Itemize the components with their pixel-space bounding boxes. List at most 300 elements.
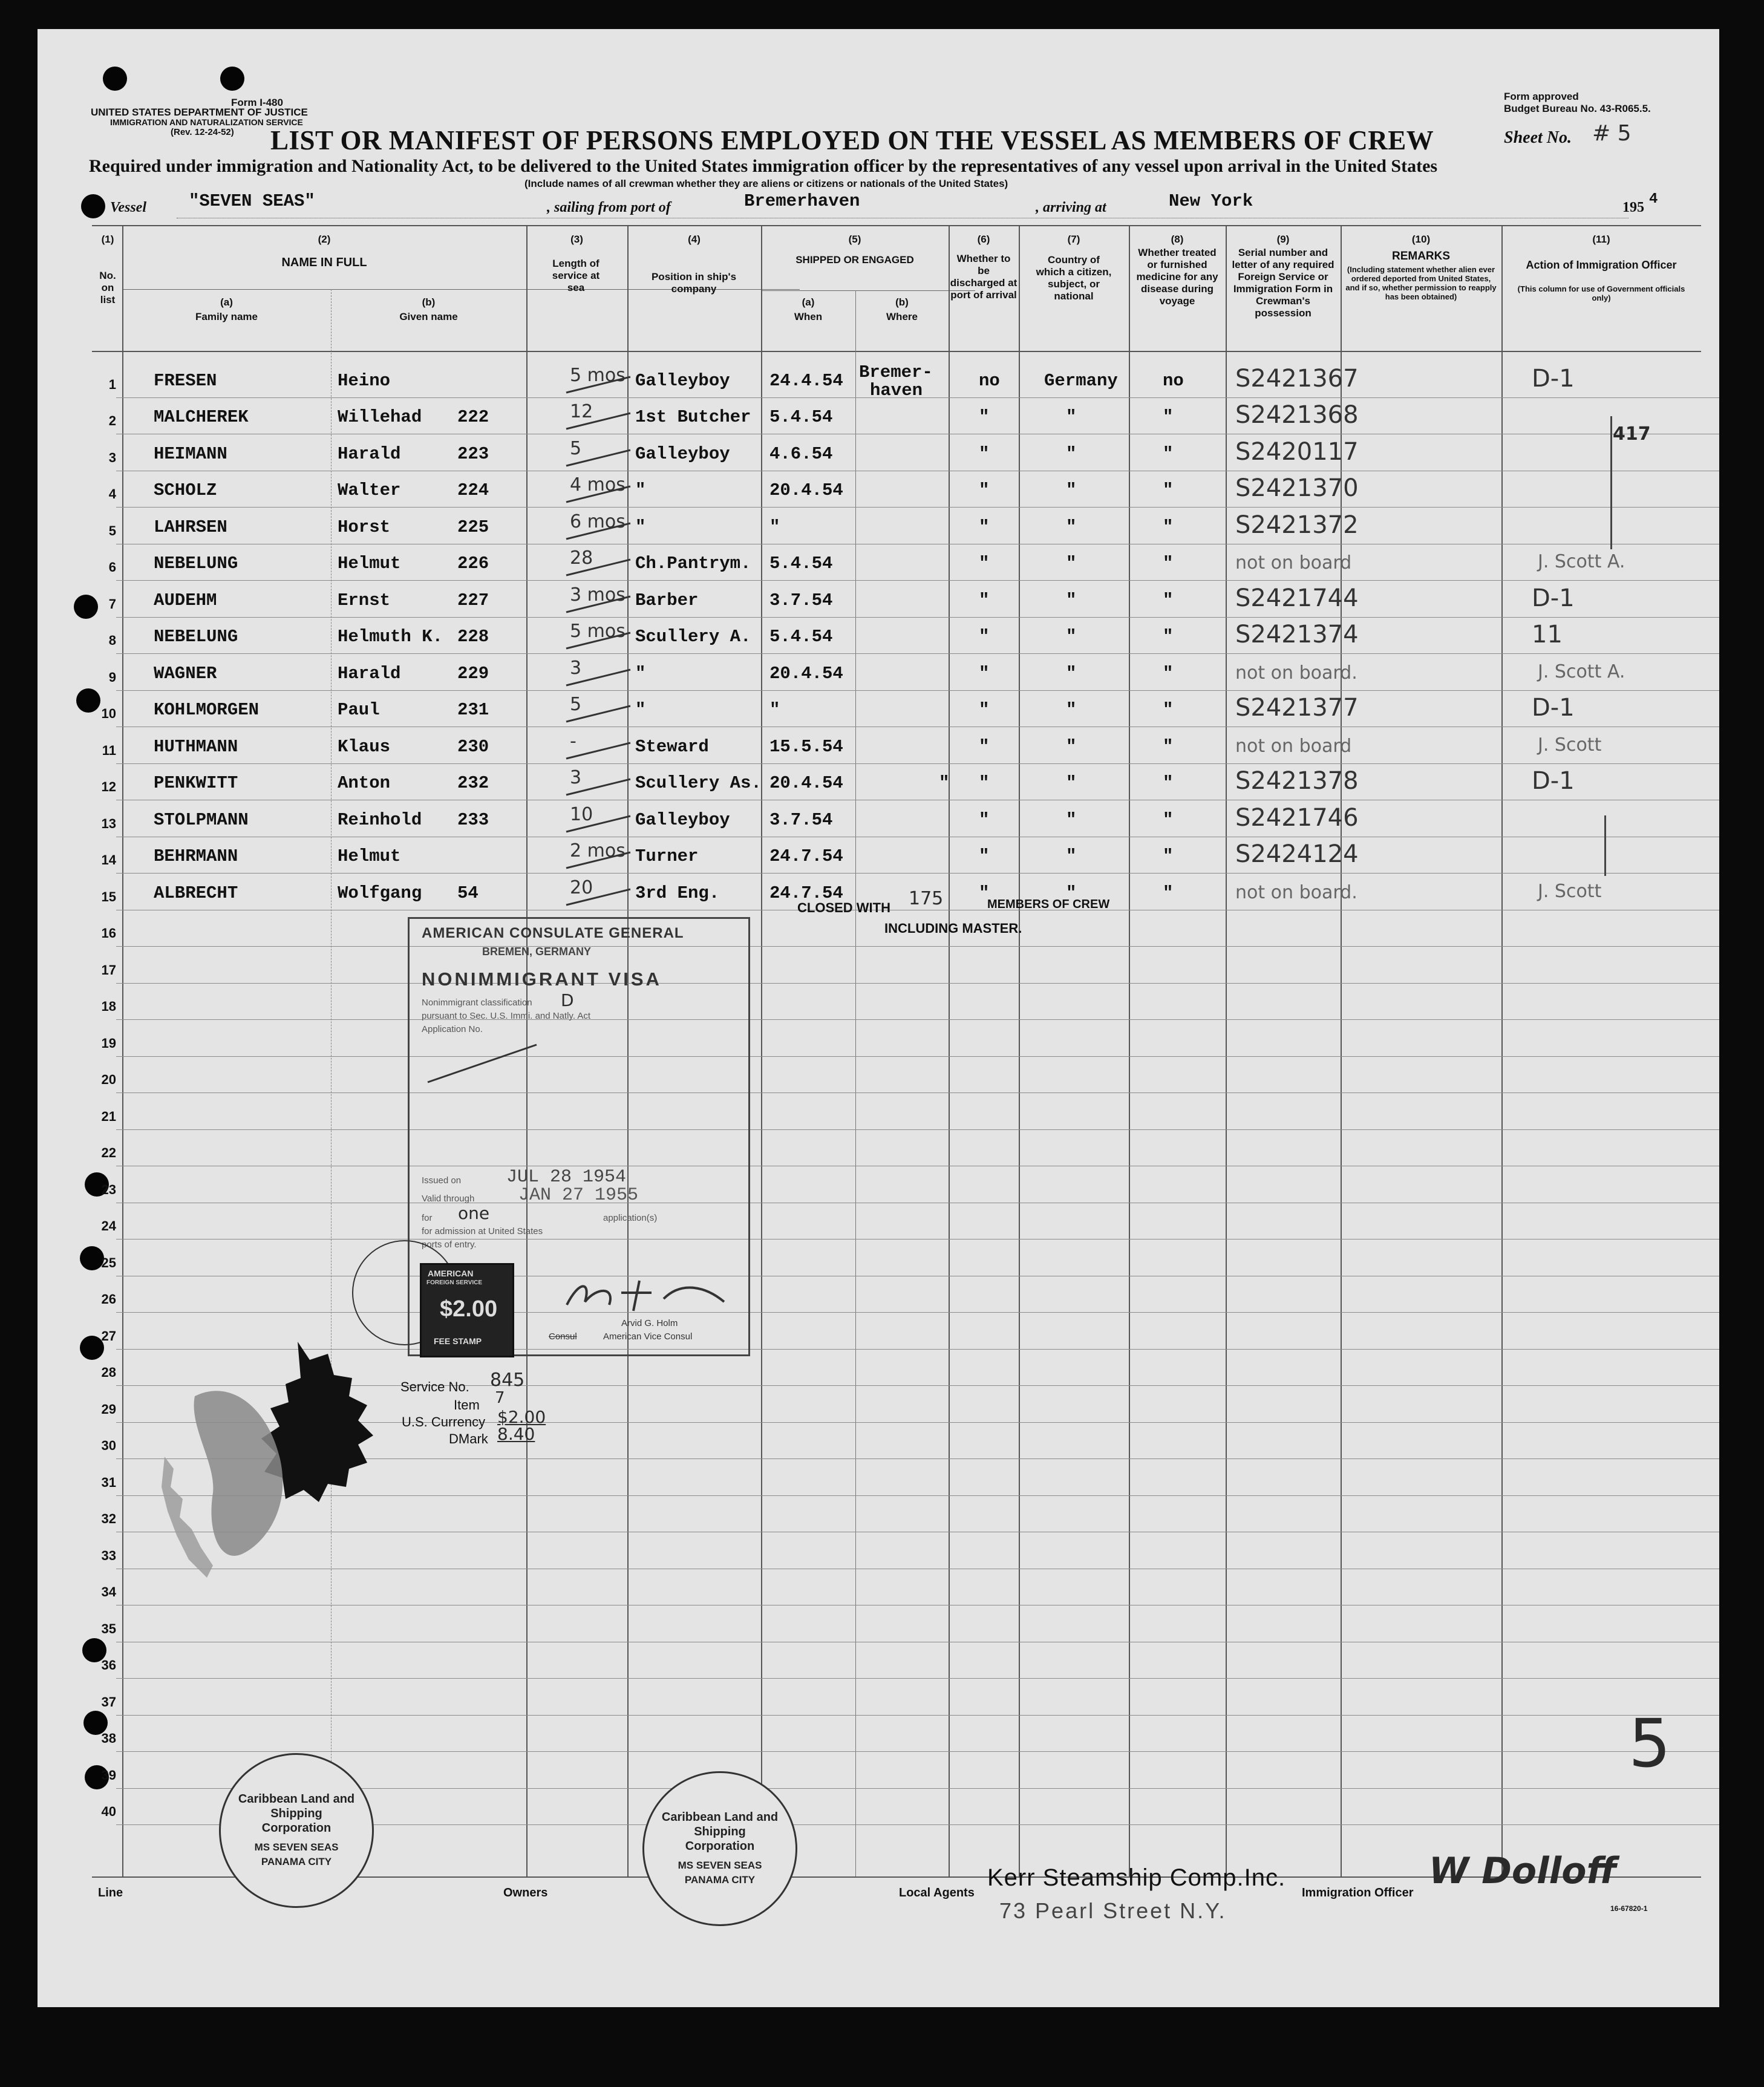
family-name: WAGNER [154, 663, 217, 684]
row-number: 10 [101, 706, 116, 721]
serial-number: S2421372 [1235, 511, 1359, 539]
visa-issued-date: JUL 28 1954 [506, 1167, 627, 1187]
visa-pursuant: pursuant to Sec. U.S. Immi. and Natly. Act [422, 1011, 591, 1021]
family-name: BEHRMANN [154, 846, 238, 866]
col5a-number: (a) [802, 296, 815, 308]
visa-title: NONIMMIGRANT VISA [422, 968, 662, 990]
row-number: 21 [101, 1108, 116, 1124]
row-line [116, 763, 1719, 764]
footer-line-label: Line [98, 1886, 123, 1899]
visa-valid-label: Valid through [422, 1194, 475, 1204]
row-line [116, 873, 1719, 874]
shipped-where: " [939, 773, 950, 793]
shipped-when: " [769, 517, 780, 537]
discharged: " [979, 480, 990, 500]
row-line [116, 983, 1719, 984]
form-approved: Form approved [1504, 91, 1579, 102]
year-suffix: 4 [1649, 191, 1658, 207]
punch-hole [103, 67, 127, 91]
revenue-stamp [420, 1263, 514, 1357]
service-length: 12 [570, 401, 593, 422]
given-name: Harald [338, 443, 401, 464]
revenue-stamp-service: FOREIGN SERVICE [426, 1279, 483, 1286]
row-number: 34 [101, 1584, 116, 1599]
punch-hole [220, 67, 244, 91]
visa-signature [561, 1275, 730, 1317]
vessel-label: Vessel [110, 200, 146, 215]
given-name: Heino [338, 370, 391, 391]
col-divider [855, 290, 856, 1876]
row-line [116, 1678, 1719, 1679]
col2a-number: (a) [220, 296, 233, 308]
service-strike [564, 702, 636, 727]
list-number: 229 [457, 663, 489, 684]
country: " [1066, 883, 1077, 903]
serial-number: S2424124 [1235, 840, 1359, 868]
discharged: " [979, 554, 990, 573]
row-line [116, 580, 1719, 581]
given-name: Paul [338, 700, 380, 720]
col6-label: Whether to be discharged at port of arrival [950, 253, 1018, 301]
given-name: Harald [338, 663, 401, 684]
row-number: 25 [101, 1255, 116, 1270]
corporation-stamp-ship: MS SEVEN SEAS PANAMA CITY [678, 1860, 762, 1886]
list-number: 222 [457, 407, 489, 427]
country: " [1066, 480, 1077, 500]
visa-consul-struck: Consul [549, 1331, 577, 1342]
service-length: 6 mos [570, 511, 626, 532]
list-number: 232 [457, 773, 489, 793]
col-divider [1019, 225, 1020, 1876]
col10-number: (10) [1411, 234, 1431, 245]
country: " [1066, 663, 1077, 684]
shipped-when: 20.4.54 [769, 773, 843, 793]
service-strike [564, 886, 636, 910]
immigration-action: J. Scott [1538, 880, 1602, 902]
embossed-seals [146, 1324, 407, 1590]
col-divider [1341, 225, 1342, 1876]
given-name: Willehad [338, 407, 422, 427]
shipped-when: 20.4.54 [769, 480, 843, 500]
service-strike [564, 776, 636, 800]
year-prefix: 195 [1622, 200, 1644, 215]
fee-usd: $2.00 [497, 1407, 546, 1427]
col4-number: (4) [688, 234, 701, 245]
row-line [116, 1019, 1719, 1020]
margin-note: 417 [1613, 423, 1651, 445]
manifest-subtitle: Required under immigration and Nationality Act, to be delivered to the United States immigration officer by the representatives of any vessel upon arrival in the United States [89, 156, 1438, 176]
serial-number: not on board. [1235, 662, 1357, 684]
fee-item: 7 [495, 1389, 505, 1407]
visa-slash [422, 1040, 543, 1088]
col5a-label: When [794, 311, 823, 322]
col-divider [949, 225, 950, 1876]
discharged: " [979, 773, 990, 793]
row-number: 6 [108, 560, 116, 575]
serial-number: S2421374 [1235, 621, 1359, 648]
immigration-action: J. Scott A. [1538, 661, 1625, 682]
row-line [116, 1056, 1719, 1057]
row-number: 13 [101, 815, 116, 831]
budget-bureau: Budget Bureau No. 43-R065.5. [1504, 103, 1651, 114]
shipped-when: 5.4.54 [769, 627, 833, 647]
service-length: 5 mos [570, 621, 626, 642]
discharged: " [979, 407, 990, 427]
shipped-when: 4.6.54 [769, 443, 833, 464]
fee-dmark: 8.40 [497, 1424, 535, 1444]
sheet-label: Sheet No. [1504, 128, 1572, 147]
row-number: 12 [101, 779, 116, 794]
col-divider [331, 289, 332, 1876]
col2-label: NAME IN FULL [281, 256, 367, 269]
shipped-when: 24.7.54 [769, 846, 843, 866]
serial-number: S2420117 [1235, 437, 1359, 466]
row-number: 28 [101, 1365, 116, 1380]
shipped-where: Bremer- [859, 362, 933, 382]
row-number: 37 [101, 1694, 116, 1710]
revenue-stamp-value: $2.00 [440, 1296, 498, 1322]
discharged: " [979, 736, 990, 757]
fee-usd-label: U.S. Currency [402, 1414, 486, 1429]
fee-dmark-label: DMark [449, 1431, 488, 1446]
visa-signer: Arvid G. Holm [621, 1318, 678, 1328]
immigration-action: D-1 [1532, 694, 1575, 722]
position: Scullery As. [635, 773, 762, 793]
service-strike [564, 373, 636, 397]
position: Barber [635, 590, 699, 610]
visa-classification: D [561, 990, 574, 1010]
col4-label: Position in ship's company [651, 271, 737, 295]
treated: " [1163, 480, 1174, 500]
shipped-when: " [769, 700, 780, 720]
given-name: Helmut [338, 554, 401, 573]
row-number: 29 [101, 1401, 116, 1417]
family-name: STOLPMANN [154, 809, 249, 830]
treated: no [1163, 370, 1184, 391]
discharged: " [979, 443, 990, 464]
immigration-action: 11 [1532, 621, 1563, 648]
service-length: 2 mos [570, 840, 626, 861]
col9-number: (9) [1276, 234, 1290, 245]
row-number: 7 [108, 596, 116, 612]
country: " [1066, 443, 1077, 464]
country: " [1066, 773, 1077, 793]
visa-for-value: one [458, 1203, 490, 1223]
treated: " [1163, 407, 1174, 427]
treated: " [1163, 773, 1174, 793]
col10-note: (Including statement whether alien ever ordered deported from United States, and if so, whether permission to reapply has been obtained) [1345, 265, 1497, 301]
col2b-label: Given name [399, 311, 458, 322]
corporation-stamp-text: Caribbean Land and Shipping Corporation [238, 1792, 355, 1835]
treated: " [1163, 443, 1174, 464]
treated: " [1163, 700, 1174, 720]
row-number: 35 [101, 1621, 116, 1636]
row-number: 40 [101, 1804, 116, 1819]
shipped-when: 24.4.54 [769, 370, 843, 391]
shipped-when: 15.5.54 [769, 736, 843, 757]
row-number: 22 [101, 1145, 116, 1160]
row-number: 19 [101, 1035, 116, 1051]
row-number: 1 [108, 376, 116, 392]
row-number: 27 [101, 1328, 116, 1344]
department: UNITED STATES DEPARTMENT OF JUSTICE [91, 106, 308, 118]
col5b-label: Where [886, 311, 918, 322]
row-number: 33 [101, 1547, 116, 1563]
immigration-action: D-1 [1532, 584, 1575, 612]
given-name: Horst [338, 517, 391, 537]
row-number: 18 [101, 999, 116, 1014]
given-name: Reinhold [338, 809, 422, 830]
visa-signer-title: American Vice Consul [603, 1331, 693, 1342]
visa-city: BREMEN, GERMANY [482, 946, 592, 958]
arrival-port: New York [1169, 191, 1253, 211]
service-strike [564, 593, 636, 617]
service-strike [564, 739, 636, 763]
position: Turner [635, 846, 699, 866]
treated: " [1163, 883, 1174, 903]
col-divider [1226, 225, 1227, 1876]
manifest-page [38, 29, 1719, 2007]
row-number: 11 [102, 742, 116, 758]
row-number: 9 [108, 669, 116, 685]
discharged: " [979, 809, 990, 830]
revision: (Rev. 12-24-52) [171, 127, 234, 137]
serial-number: not on board [1235, 735, 1352, 757]
action-bracket-line [1604, 815, 1606, 876]
shipped-when: 3.7.54 [769, 590, 833, 610]
col-divider [1501, 225, 1503, 1876]
treated: " [1163, 627, 1174, 647]
row-number: 24 [101, 1218, 116, 1233]
serial-number: not on board [1235, 552, 1352, 573]
manifest-title: LIST OR MANIFEST OF PERSONS EMPLOYED ON THE VESSEL AS MEMBERS OF CREW [270, 125, 1434, 155]
discharged: " [979, 663, 990, 684]
corporation-stamp-left [219, 1753, 374, 1908]
revenue-stamp-bottom: FEE STAMP [434, 1336, 482, 1346]
row-line [116, 690, 1719, 691]
visa-applications: application(s) [603, 1213, 658, 1223]
service-strike [564, 629, 636, 653]
members-label: MEMBERS OF CREW [987, 898, 1110, 911]
family-name: SCHOLZ [154, 480, 217, 500]
country: " [1066, 554, 1077, 573]
row-number: 32 [101, 1511, 116, 1526]
visa-consulate: AMERICAN CONSULATE GENERAL [422, 925, 684, 941]
serial-number: S2421368 [1235, 401, 1359, 429]
family-name: ALBRECHT [154, 883, 238, 903]
punch-hole [81, 194, 105, 218]
immigration-action: D-1 [1532, 364, 1575, 393]
family-name: NEBELUNG [154, 554, 238, 573]
position: Galleyboy [635, 809, 730, 830]
list-number: 226 [457, 554, 489, 573]
position: Scullery A. [635, 627, 751, 647]
col11-number: (11) [1592, 234, 1610, 245]
service-length: - [570, 730, 577, 752]
departure-port: Bremerhaven [744, 191, 860, 211]
row-number: 5 [108, 523, 116, 538]
service-strike [564, 812, 636, 837]
service-strike [564, 556, 636, 580]
given-name: Ernst [338, 590, 391, 610]
country: " [1066, 809, 1077, 830]
position: " [635, 700, 646, 720]
position: " [635, 663, 646, 684]
family-name: PENKWITT [154, 773, 238, 793]
fee-item-label: Item [454, 1397, 480, 1413]
list-number: 231 [457, 700, 489, 720]
table-top-border [92, 225, 1701, 226]
treated: " [1163, 554, 1174, 573]
agent-address: 73 Pearl Street N.Y. [999, 1898, 1227, 1923]
visa-issued-label: Issued on [422, 1175, 462, 1186]
col10-label: REMARKS [1391, 250, 1451, 263]
given-name: Klaus [338, 736, 391, 757]
col2b-number: (b) [422, 296, 436, 308]
shipped-when: 20.4.54 [769, 663, 843, 684]
given-name: Helmuth K. [338, 627, 443, 647]
col8-number: (8) [1171, 234, 1184, 245]
col9-label: Serial number and letter of any required Foreign Service or Immigration Form in Crewman's possession [1232, 247, 1334, 319]
row-number: 26 [101, 1292, 116, 1307]
service-length: 5 [570, 437, 582, 459]
footer-owners-label: Owners [503, 1886, 548, 1899]
col11-label: Action of Immigration Officer [1526, 259, 1677, 271]
col7-number: (7) [1067, 234, 1080, 245]
col3-label: Length of service at sea [552, 258, 600, 293]
treated: " [1163, 590, 1174, 610]
row-number: 2 [108, 413, 116, 428]
given-name: Helmut [338, 846, 401, 866]
print-code: 16-67820-1 [1610, 1904, 1648, 1913]
given-name: Wolfgang [338, 883, 422, 903]
row-number: 30 [101, 1438, 116, 1453]
header-bottom-border [92, 351, 1701, 352]
list-number: 54 [457, 883, 479, 903]
treated: " [1163, 517, 1174, 537]
revenue-stamp-top: AMERICAN [428, 1269, 474, 1278]
crew-count: 175 [909, 888, 944, 909]
serial-number: S2421378 [1235, 767, 1359, 795]
corporation-stamp-text: Caribbean Land and Shipping Corporation [661, 1811, 779, 1853]
service-length: 10 [570, 803, 593, 825]
visa-admission: for admission at United States [422, 1226, 543, 1236]
corporation-stamp-ship: MS SEVEN SEAS PANAMA CITY [254, 1841, 339, 1867]
discharged: " [979, 590, 990, 610]
service-length: 4 mos [570, 474, 626, 495]
treated: " [1163, 846, 1174, 866]
row-number: 3 [108, 449, 116, 465]
serial-number: not on board. [1235, 881, 1357, 903]
row-number: 15 [101, 889, 116, 904]
row-line [116, 653, 1719, 654]
visa-ports: ports of entry. [422, 1239, 477, 1250]
service-length: 28 [570, 547, 593, 569]
closed-with-label: CLOSED WITH [797, 900, 890, 915]
row-number: 14 [101, 852, 116, 867]
service-length: 3 mos [570, 584, 626, 606]
agent-name: Kerr Steamship Comp.Inc. [987, 1864, 1286, 1891]
service-length: 3 [570, 767, 582, 788]
visa-for-label: for [422, 1213, 433, 1223]
country: Germany [1044, 370, 1118, 391]
row-line [116, 617, 1719, 618]
fee-service-label: Service No. [400, 1379, 469, 1394]
col8-label: Whether treated or furnished medicine for any disease during voyage [1136, 247, 1218, 307]
treated: " [1163, 663, 1174, 684]
service-length: 3 [570, 657, 582, 679]
shipped-where-line2: haven [870, 380, 923, 400]
discharged: " [979, 517, 990, 537]
list-number: 230 [457, 736, 489, 757]
service-length: 5 [570, 694, 582, 715]
position: 1st Butcher [635, 407, 751, 427]
col3-number: (3) [570, 234, 583, 245]
country: " [1066, 407, 1077, 427]
shipped-when: 5.4.54 [769, 407, 833, 427]
row-line [116, 1715, 1719, 1716]
treated: " [1163, 736, 1174, 757]
serial-number: S2421746 [1235, 803, 1359, 832]
col2a-label: Family name [195, 311, 258, 322]
family-name: HUTHMANN [154, 736, 238, 757]
service-strike [564, 446, 636, 471]
immigration-action: J. Scott A. [1538, 551, 1625, 572]
row-number: 39 [101, 1767, 116, 1783]
position: " [635, 517, 646, 537]
position: " [635, 480, 646, 500]
list-number: 228 [457, 627, 489, 647]
family-name: MALCHEREK [154, 407, 249, 427]
row-line [116, 1092, 1719, 1093]
col1-number: (1) [101, 234, 114, 245]
including-master: INCLUDING MASTER. [884, 921, 1022, 936]
visa-classification-label: Nonimmigrant classification [422, 998, 532, 1008]
country: " [1066, 517, 1077, 537]
service-length: 5 mos [570, 364, 626, 386]
family-name: HEIMANN [154, 443, 227, 464]
immigration-action: J. Scott [1538, 734, 1602, 756]
treated: " [1163, 809, 1174, 830]
service-length: 20 [570, 877, 593, 898]
row-line [116, 507, 1719, 508]
service-strike [564, 849, 636, 873]
service-strike [564, 410, 636, 434]
row-line [116, 1751, 1719, 1752]
list-number: 225 [457, 517, 489, 537]
col2-number: (2) [318, 234, 331, 245]
row-number: 4 [108, 486, 116, 501]
family-name: KOHLMORGEN [154, 700, 260, 720]
vessel-name: "SEVEN SEAS" [189, 191, 315, 211]
country: " [1066, 736, 1077, 757]
corner-number: 5 [1628, 1705, 1671, 1782]
row-number: 36 [101, 1658, 116, 1673]
list-number: 233 [457, 809, 489, 830]
col7-label: Country of which a citizen, subject, or national [1036, 254, 1112, 302]
row-number: 20 [101, 1072, 116, 1087]
discharged: " [979, 627, 990, 647]
action-bracket-line [1610, 416, 1612, 549]
shipped-subheader-line [761, 290, 975, 291]
sailing-label: , sailing from port of [547, 200, 671, 215]
serial-number: S2421370 [1235, 474, 1359, 502]
col11-note: (This column for use of Government officials only) [1517, 284, 1685, 302]
position: Steward [635, 736, 709, 757]
discharged: no [979, 370, 1000, 391]
serial-number: S2421744 [1235, 584, 1359, 612]
col1-label: No. on list [99, 270, 116, 305]
